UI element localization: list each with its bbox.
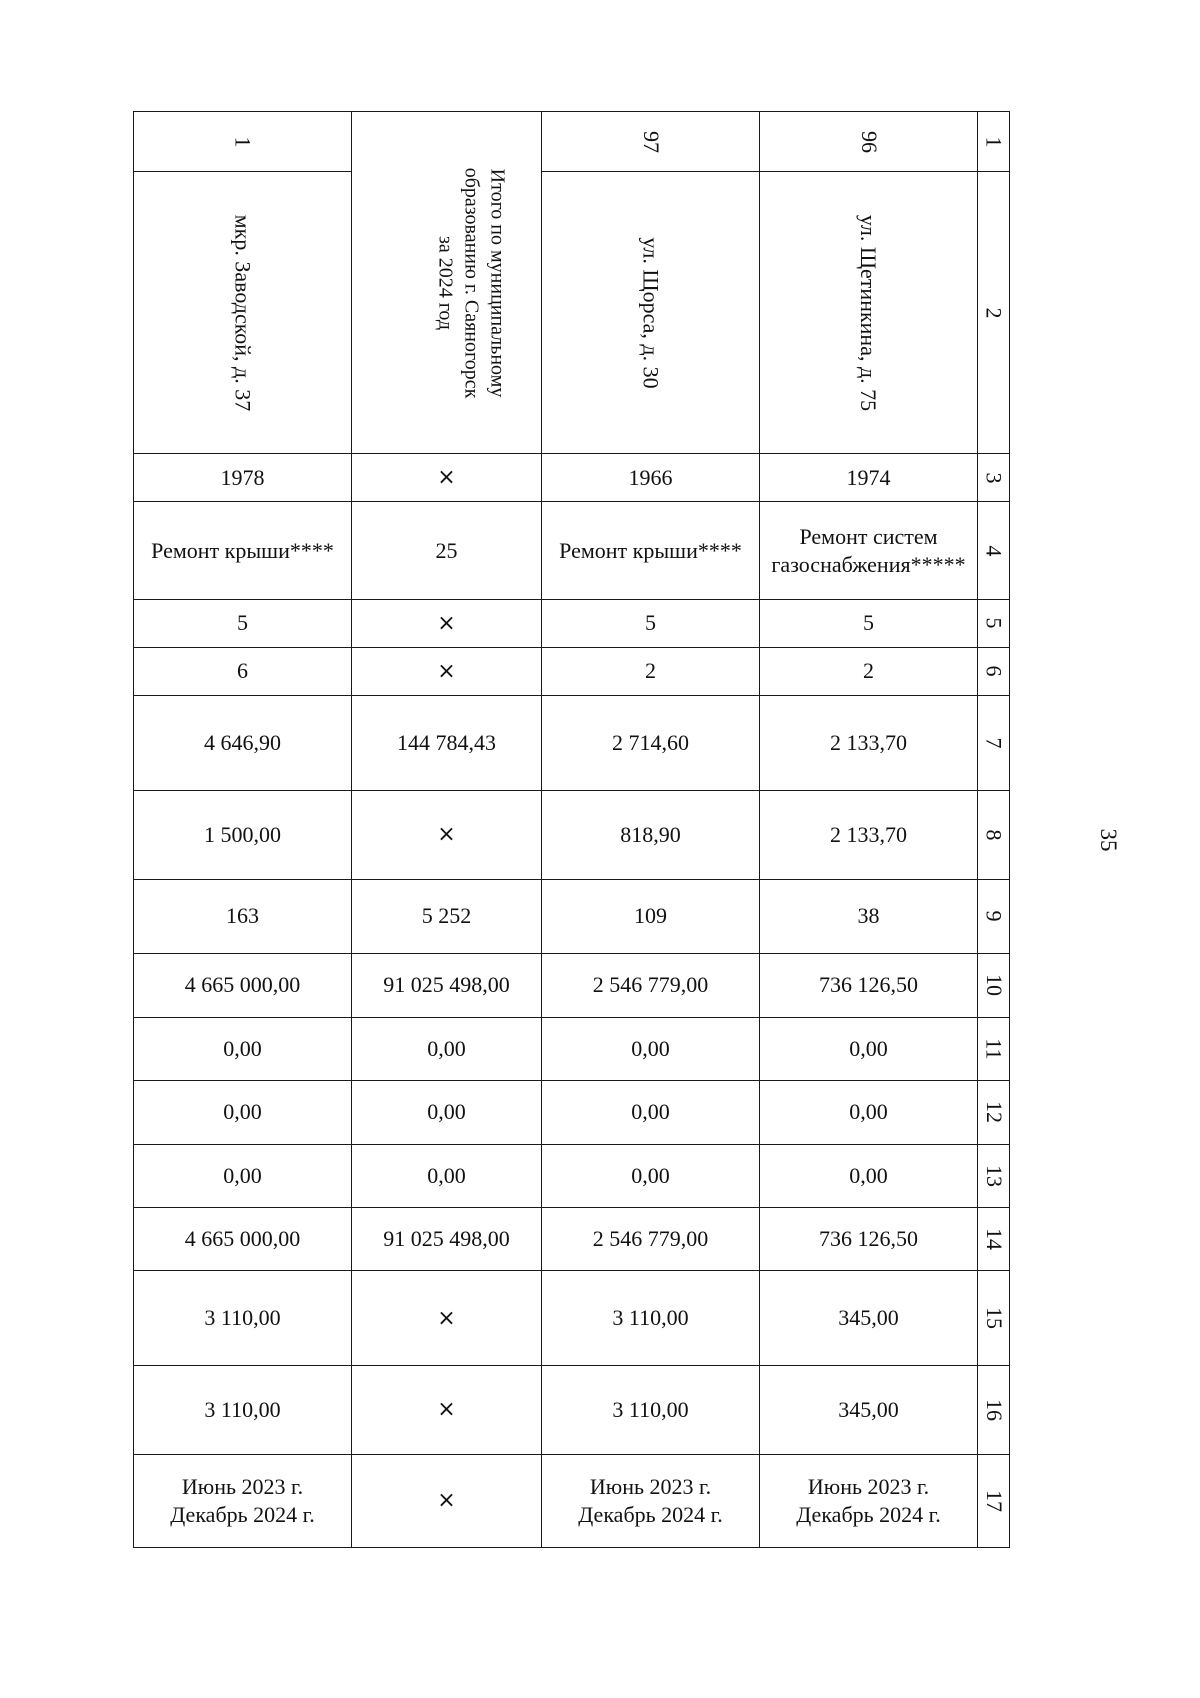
- table-cell: [134, 599, 352, 647]
- total-header-text: [432, 167, 510, 398]
- table-cell: [352, 1081, 542, 1144]
- cell-value: 5: [237, 610, 248, 636]
- cell-value: 2: [863, 658, 874, 684]
- cell-line: Ремонт систем: [799, 523, 938, 549]
- table-cell: [542, 1207, 760, 1270]
- cell-value: 5: [645, 610, 656, 636]
- row-number: 3: [978, 454, 1010, 502]
- table-cell: [760, 1454, 978, 1547]
- cell-value: 345,00: [838, 1396, 899, 1422]
- cell-value: 4 665 000,00: [184, 1225, 301, 1251]
- table-cell: [134, 879, 352, 953]
- cell-value: 38: [857, 903, 880, 929]
- table-cell: [134, 791, 352, 879]
- row-number: 10: [978, 953, 1010, 1017]
- cell-number-c: 96: [760, 112, 978, 172]
- cell-value: 91 025 498,00: [383, 1225, 510, 1251]
- table-cell: [760, 1270, 978, 1365]
- page-number: 35: [1096, 828, 1121, 852]
- table-cell: [134, 454, 352, 502]
- cell-value: 0,00: [223, 1099, 262, 1125]
- table-cell: [352, 1270, 542, 1365]
- cell-value: 736 126,50: [819, 972, 918, 998]
- total-header-line: за 2024 год: [434, 235, 457, 330]
- table-cell: [542, 1144, 760, 1207]
- document-table: [133, 111, 1010, 1548]
- table-row: [134, 454, 1010, 502]
- cell-value: 0,00: [631, 1099, 670, 1125]
- table-cell: [542, 502, 760, 599]
- table-cell: [542, 695, 760, 790]
- cell-value: 2 133,70: [830, 730, 907, 756]
- table-cell: [352, 879, 542, 953]
- cell-address-c: ул. Щетинкина, д. 75: [760, 172, 978, 454]
- cell-address-b: ул. Щорса, д. 30: [542, 172, 760, 454]
- table-cell: [352, 647, 542, 695]
- table-row: [134, 695, 1010, 790]
- table-cell: [352, 953, 542, 1017]
- cell-value: 0,00: [427, 1099, 466, 1125]
- cell-value: 0,00: [223, 1162, 262, 1188]
- cell-value: 144 784,43: [397, 730, 496, 756]
- table-cell: [352, 1018, 542, 1081]
- cell-value: ×: [437, 1488, 456, 1514]
- table-cell: [760, 1207, 978, 1270]
- cell-address-a: мкр. Заводской, д. 37: [134, 172, 352, 454]
- row-number: 8: [978, 791, 1010, 879]
- cell-line: Июнь 2023 г.: [807, 1473, 930, 1499]
- table-cell: [134, 953, 352, 1017]
- cell-value: 163: [226, 903, 259, 929]
- table-row: [134, 172, 1010, 454]
- table-row: [134, 1018, 1010, 1081]
- table-row: [134, 953, 1010, 1017]
- cell-value: 818,90: [620, 821, 681, 847]
- cell-line: Июнь 2023 г.: [181, 1473, 304, 1499]
- table-cell: [134, 1081, 352, 1144]
- row-number: 2: [978, 172, 1010, 454]
- cell-value: Ремонт крыши****: [559, 537, 742, 563]
- cell-line: Декабрь 2024 г.: [578, 1501, 723, 1527]
- cell-value: 109: [634, 903, 667, 929]
- cell-value: ×: [437, 1305, 456, 1331]
- value-rows: [134, 454, 1010, 1548]
- cell-value: ×: [437, 610, 456, 636]
- cell-value: 2: [645, 658, 656, 684]
- row-number: 1: [978, 112, 1010, 172]
- table-cell: [542, 791, 760, 879]
- cell-number-b: 97: [542, 112, 760, 172]
- cell-value: 4 665 000,00: [184, 972, 301, 998]
- table-cell: [352, 1366, 542, 1454]
- cell-value: 0,00: [631, 1036, 670, 1062]
- table-cell: [352, 454, 542, 502]
- cell-value: 3 110,00: [204, 1396, 281, 1422]
- cell-line: Декабрь 2024 г.: [170, 1501, 315, 1527]
- cell-value: 2 714,60: [612, 730, 689, 756]
- cell-value: 3 110,00: [612, 1305, 689, 1331]
- cell-value: 0,00: [427, 1162, 466, 1188]
- table-cell: [134, 695, 352, 790]
- cell-value: 345,00: [838, 1305, 899, 1331]
- table-cell: [134, 1454, 352, 1547]
- table-row: [134, 1207, 1010, 1270]
- table-cell: [352, 695, 542, 790]
- cell-value: 5 252: [421, 903, 472, 929]
- table-cell: [760, 454, 978, 502]
- table-cell: [542, 1270, 760, 1365]
- cell-number-a: 1: [134, 112, 352, 172]
- cell-value: 25: [435, 537, 458, 563]
- table-cell: [542, 879, 760, 953]
- cell-value: 5: [863, 610, 874, 636]
- table-row: [134, 599, 1010, 647]
- table-row: [134, 791, 1010, 879]
- table-row: [134, 647, 1010, 695]
- table-cell: [542, 1081, 760, 1144]
- cell-value: 2 546 779,00: [592, 1225, 709, 1251]
- table-cell: [760, 1081, 978, 1144]
- table-cell: [760, 1366, 978, 1454]
- row-number: 4: [978, 502, 1010, 599]
- table-cell: [352, 502, 542, 599]
- cell-line: Декабрь 2024 г.: [796, 1501, 941, 1527]
- table-row: [134, 502, 1010, 599]
- cell-value: 2 133,70: [830, 821, 907, 847]
- cell-value: 0,00: [223, 1036, 262, 1062]
- table-row: [134, 879, 1010, 953]
- cell-value: 6: [237, 658, 248, 684]
- table-cell: [134, 647, 352, 695]
- total-header-line: Итого по муниципальному: [486, 168, 509, 397]
- table-cell: [134, 1270, 352, 1365]
- row-number: 7: [978, 695, 1010, 790]
- table-cell: [760, 502, 978, 599]
- cell-value: 1 500,00: [204, 821, 281, 847]
- cell-total-header: [352, 112, 542, 454]
- cell-line: газоснабжения*****: [771, 551, 966, 577]
- document-table-wrap: [133, 111, 1009, 1548]
- table-cell: [760, 791, 978, 879]
- cell-value: 3 110,00: [204, 1305, 281, 1331]
- cell-value: 1978: [220, 464, 265, 490]
- row-number: 13: [978, 1144, 1010, 1207]
- row-number: 14: [978, 1207, 1010, 1270]
- row-number: 17: [978, 1454, 1010, 1547]
- cell-value: 1974: [846, 464, 891, 490]
- table-cell: [542, 647, 760, 695]
- table-cell: [134, 1207, 352, 1270]
- cell-value: ×: [437, 465, 456, 491]
- table-row: [134, 1144, 1010, 1207]
- cell-value: 0,00: [427, 1036, 466, 1062]
- table-cell: [352, 1454, 542, 1547]
- table-row: [134, 1270, 1010, 1365]
- table-row: [134, 112, 1010, 172]
- cell-value: 0,00: [849, 1036, 888, 1062]
- cell-value: 3 110,00: [612, 1396, 689, 1422]
- table-row: [134, 1081, 1010, 1144]
- cell-value: 91 025 498,00: [383, 972, 510, 998]
- table-cell: [760, 1018, 978, 1081]
- cell-value: 0,00: [631, 1162, 670, 1188]
- table-cell: [542, 953, 760, 1017]
- table-cell: [352, 1207, 542, 1270]
- total-header-line: образованию г. Саяногорск: [460, 167, 483, 398]
- cell-value: Ремонт крыши****: [151, 537, 334, 563]
- table-cell: [760, 599, 978, 647]
- table-cell: [134, 502, 352, 599]
- table-row: [134, 1454, 1010, 1547]
- cell-value: 0,00: [849, 1162, 888, 1188]
- table-cell: [760, 1144, 978, 1207]
- cell-value: ×: [437, 658, 456, 684]
- table-cell: [760, 695, 978, 790]
- table-cell: [760, 879, 978, 953]
- table-cell: [134, 1018, 352, 1081]
- table-cell: [352, 1144, 542, 1207]
- row-number: 5: [978, 599, 1010, 647]
- cell-value: ×: [437, 1397, 456, 1423]
- table-cell: [352, 791, 542, 879]
- table-cell: [542, 1366, 760, 1454]
- table-cell: [542, 1454, 760, 1547]
- row-number: 16: [978, 1366, 1010, 1454]
- table-cell: [542, 599, 760, 647]
- table-cell: [134, 1366, 352, 1454]
- table-cell: [760, 953, 978, 1017]
- row-number: 12: [978, 1081, 1010, 1144]
- cell-line: Июнь 2023 г.: [589, 1473, 712, 1499]
- cell-value: 736 126,50: [819, 1225, 918, 1251]
- row-number: 6: [978, 647, 1010, 695]
- row-number: 9: [978, 879, 1010, 953]
- table-cell: [760, 647, 978, 695]
- cell-value: 0,00: [849, 1099, 888, 1125]
- cell-value: 4 646,90: [204, 730, 281, 756]
- table-cell: [542, 1018, 760, 1081]
- row-number: 11: [978, 1018, 1010, 1081]
- row-number: 15: [978, 1270, 1010, 1365]
- table-cell: [542, 454, 760, 502]
- cell-value: 2 546 779,00: [592, 972, 709, 998]
- cell-value: ×: [437, 822, 456, 848]
- table-row: [134, 1366, 1010, 1454]
- table-cell: [134, 1144, 352, 1207]
- cell-value: 1966: [628, 464, 673, 490]
- table-cell: [352, 599, 542, 647]
